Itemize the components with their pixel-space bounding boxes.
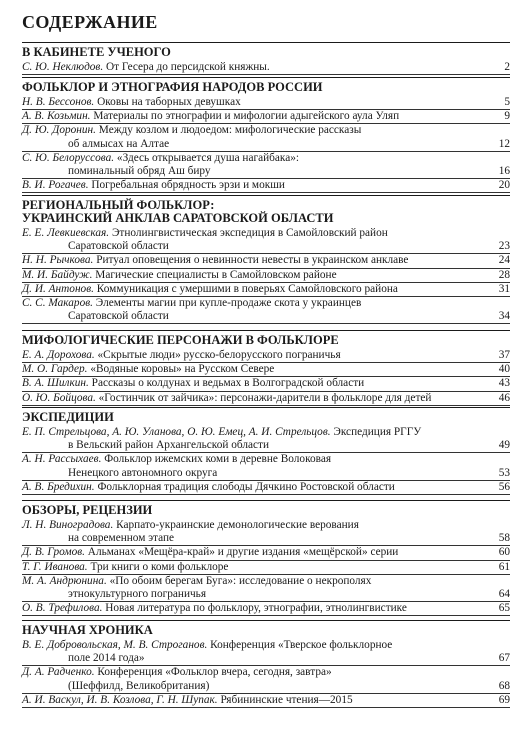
entry-title-continued: Ненецкого автономного округа <box>68 466 218 479</box>
entry-title: Конференция «Тверское фольклорное <box>210 639 393 651</box>
toc-entry[interactable] <box>22 481 510 495</box>
page-number: 34 <box>498 310 510 323</box>
entry-author: А. В. Бредихин. <box>22 480 95 493</box>
entry-author: Д. Ю. Доронин. <box>22 124 96 137</box>
entry-title: Материалы по этнографии и мифологии адыгейского аула Уляп <box>93 110 400 123</box>
entry-author: М. И. Байдуж. <box>22 268 93 281</box>
entry-author: С. С. Макаров. <box>22 297 93 310</box>
section-heading: ФОЛЬКЛОР И ЭТНОГРАФИЯ НАРОДОВ РОССИИ <box>22 77 510 94</box>
toc-entry[interactable] <box>22 575 510 602</box>
section-heading: МИФОЛОГИЧЕСКИЕ ПЕРСОНАЖИ В ФОЛЬКЛОРЕ <box>22 330 510 347</box>
page-number: 5 <box>504 96 510 108</box>
entry-title: «Здесь открывается душа нагайбака»: <box>116 151 300 164</box>
section-heading: НАУЧНАЯ ХРОНИКА <box>22 620 510 637</box>
entry-author: Д. А. Радченко. <box>22 666 95 679</box>
entry-title: «Гостинчик от зайчика»: персонажи-дарители в фольклоре для детей <box>98 391 432 404</box>
entry-title: Коммуникация с умершими в поверьях Самойловского района <box>96 282 398 295</box>
entry-title-continued: этнокультурного пограничья <box>68 588 207 601</box>
page-number: 49 <box>498 439 510 452</box>
entry-author: В. А. Шилкин. <box>22 377 89 390</box>
entry-title: Магические специалисты в Самойловском районе <box>95 268 337 281</box>
page-number: 40 <box>498 363 510 376</box>
section-heading: ЭКСПЕДИЦИИ <box>22 407 510 424</box>
entry-title-continued: в Вельский район Архангельской области <box>68 439 270 452</box>
toc-entry[interactable] <box>22 519 510 546</box>
page-number: 61 <box>498 560 510 573</box>
entry-title: Карпато-украинские демонологические верования <box>116 519 359 531</box>
entry-title: Альманах «Мещёра-край» и другие издания «мещёрской» серии <box>87 546 399 559</box>
toc-entry[interactable] <box>22 124 510 151</box>
entry-title-continued: Саратовской области <box>68 310 169 323</box>
toc-entry[interactable] <box>22 363 510 377</box>
page-title: СОДЕРЖАНИЕ <box>22 12 158 32</box>
page-number: 12 <box>498 137 510 150</box>
section-heading: В КАБИНЕТЕ УЧЕНОГО <box>22 42 510 59</box>
entry-author: Е. Е. Левкиевская. <box>22 227 110 239</box>
toc-entry[interactable] <box>22 694 510 708</box>
page-number: 37 <box>498 349 510 361</box>
toc-section <box>22 42 510 75</box>
entry-author: С. Ю. Белорусcова. <box>22 151 115 164</box>
toc-entry[interactable] <box>22 666 510 693</box>
section-heading-line: РЕГИОНАЛЬНЫЙ ФОЛЬКЛОР: <box>22 198 215 212</box>
page-number: 69 <box>498 693 510 706</box>
entry-title: Три книги о коми фольклоре <box>90 560 229 573</box>
entry-author: Е. П. Стрельцова, А. Ю. Уланова, О. Ю. Емец, А. И. Стрельцов. <box>22 426 331 438</box>
page-number: 64 <box>498 588 510 601</box>
page-number: 24 <box>498 254 510 267</box>
toc-entry[interactable] <box>22 61 510 75</box>
entry-author: Е. А. Дорохова. <box>22 349 95 361</box>
entry-title: Экспедиция РГГУ <box>333 426 422 438</box>
toc-entry[interactable] <box>22 96 510 110</box>
entry-author: А. В. Козьмин. <box>22 110 91 123</box>
page-number: 16 <box>498 165 510 178</box>
entry-title: Рябининские чтения—2015 <box>220 693 353 706</box>
entry-author: Д. В. Громов. <box>22 546 85 559</box>
toc-entry[interactable] <box>22 426 510 453</box>
toc-entry[interactable] <box>22 283 510 297</box>
page-number: 53 <box>498 466 510 479</box>
page-number: 23 <box>498 240 510 253</box>
toc-entry[interactable] <box>22 297 510 324</box>
entry-author: О. Ю. Бойцова. <box>22 391 96 404</box>
page-number: 65 <box>498 602 510 615</box>
toc-entry[interactable] <box>22 561 510 575</box>
entry-title: Элементы магии при купле-продаже скота у украинцев <box>95 297 362 310</box>
entry-title: Этнолингвистическая экспедиция в Самойловский район <box>111 227 388 239</box>
entry-title-continued: Саратовской области <box>68 240 169 253</box>
entry-author: В. И. Рогачев. <box>22 179 89 192</box>
toc-entry[interactable] <box>22 546 510 560</box>
page-number: 58 <box>498 532 510 545</box>
toc-section <box>22 195 510 324</box>
entry-title: Рассказы о колдунах и ведьмах в Волгоградской области <box>91 377 365 390</box>
toc-section <box>22 620 510 708</box>
toc-entry[interactable] <box>22 602 510 616</box>
entry-author: Л. Н. Виноградова. <box>22 519 114 531</box>
entry-title: Фольклорная традиция слободы Дячкино Ростовской области <box>97 480 395 493</box>
entry-author: Д. И. Антонов. <box>22 282 94 295</box>
section-heading <box>22 195 510 225</box>
page-number: 67 <box>498 652 510 665</box>
page-number: 28 <box>498 268 510 281</box>
entry-title-continued: на современном этапе <box>68 532 175 545</box>
toc-entry[interactable] <box>22 269 510 283</box>
page-number: 68 <box>498 679 510 692</box>
entry-title: «Водяные коровы» на Русском Севере <box>90 363 275 376</box>
toc-entry[interactable] <box>22 110 510 124</box>
toc-entry[interactable] <box>22 392 510 406</box>
toc-entry[interactable] <box>22 227 510 254</box>
entry-author: А. И. Васкул, И. В. Козлова, Г. Н. Шупак. <box>22 693 218 706</box>
entry-author: Н. В. Бессонов. <box>22 96 95 108</box>
page-number: 56 <box>498 480 510 493</box>
entry-title: Между козлом и людоедом: мифологические рассказы <box>98 124 362 137</box>
page-number: 60 <box>498 546 510 559</box>
page-number: 46 <box>498 391 510 404</box>
entry-title-continued: об алмысах на Алтае <box>68 137 170 150</box>
entry-title: Погребальная обрядность эрзи и мокши <box>91 179 285 192</box>
entry-author: Т. Г. Иванова. <box>22 560 88 573</box>
entry-title: Ритуал оповещения о невинности невесты в украинском анклаве <box>96 254 409 267</box>
entry-title: Оковы на таборных девушках <box>97 96 241 108</box>
entry-author: М. А. Андрюнина. <box>22 574 107 587</box>
toc-entry[interactable] <box>22 453 510 480</box>
entry-author: М. О. Гардер. <box>22 363 88 376</box>
toc-entry[interactable] <box>22 152 510 179</box>
entry-author: В. Е. Добровольская, М. В. Строганов. <box>22 639 208 651</box>
toc-section <box>22 407 510 495</box>
page-number: 31 <box>498 282 510 295</box>
toc-entry[interactable] <box>22 639 510 666</box>
toc-entry[interactable] <box>22 349 510 363</box>
page-number: 43 <box>498 377 510 390</box>
section-heading: ОБЗОРЫ, РЕЦЕНЗИИ <box>22 500 510 517</box>
entry-author: О. В. Трефилова. <box>22 602 103 615</box>
toc-entry[interactable] <box>22 179 510 193</box>
toc-section <box>22 500 510 616</box>
entry-title-continued: поминальный обряд Аш биру <box>68 165 211 178</box>
entry-title: Фольклор ижемских коми в деревне Волоковая <box>104 453 332 466</box>
page-number: 20 <box>498 179 510 192</box>
entry-title: «По обоим берегам Буга»: исследование о некрополях <box>109 574 372 587</box>
entry-author: Н. Н. Рычкова. <box>22 254 94 267</box>
entry-author: А. Н. Рассыхаев. <box>22 453 102 466</box>
entry-title: «Скрытые люди» русско-белорусского пограничья <box>97 349 341 361</box>
section-heading-line: УКРАИНСКИЙ АНКЛАВ САРАТОВСКОЙ ОБЛАСТИ <box>22 211 334 225</box>
toc-section <box>22 330 510 406</box>
entry-title-continued: поле 2014 года» <box>68 652 145 665</box>
page-number: 9 <box>504 110 510 123</box>
entry-author: С. Ю. Неклюдов. <box>22 61 104 73</box>
toc-entry[interactable] <box>22 377 510 391</box>
entry-title: От Гесера до персидской княжны. <box>106 61 270 73</box>
entry-title-continued: (Шеффилд, Великобритания) <box>68 679 210 692</box>
entry-title: Конференция «Фольклор вчера, сегодня, завтра» <box>97 666 332 679</box>
toc-section <box>22 77 510 193</box>
toc-entry[interactable] <box>22 254 510 268</box>
entry-title: Новая литература по фольклору, этнографии, этнолингвистике <box>105 602 407 615</box>
page-number: 2 <box>504 61 510 73</box>
